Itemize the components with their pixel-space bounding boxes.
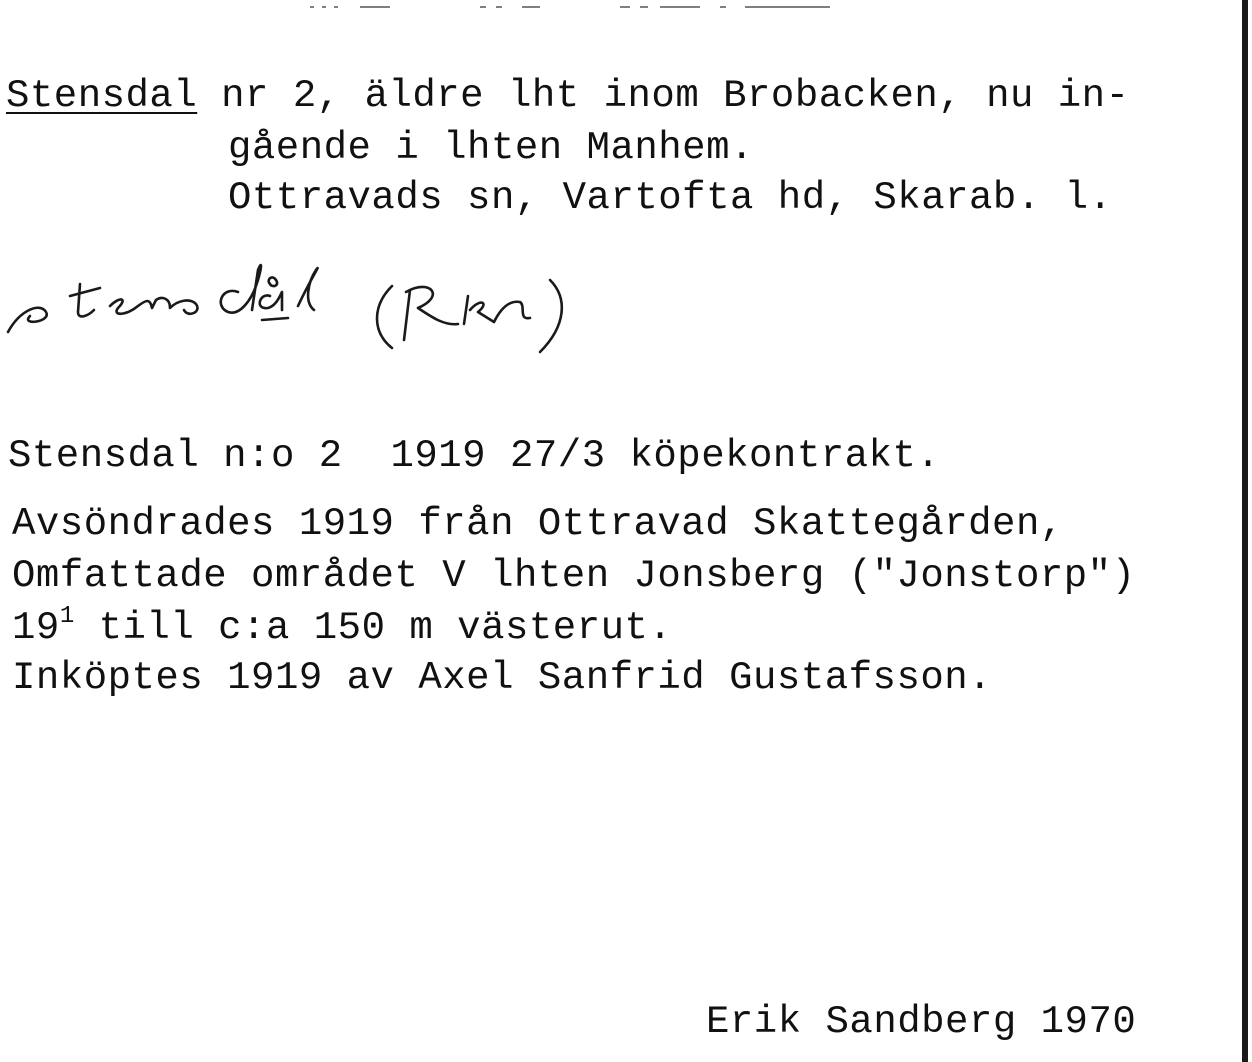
place-name: Stensdal (6, 74, 198, 118)
card-edge (1242, 0, 1248, 1062)
top-edge-marks (300, 4, 840, 10)
entry-line-3-year: 19 (12, 606, 60, 650)
handwritten-note (0, 240, 700, 370)
entry-line-4: Inköptes 1919 av Axel Sanfrid Gustafsson. (12, 656, 993, 700)
heading-line-1 (6, 74, 1130, 118)
heading-line-2: gående i lhten Manhem. (228, 126, 754, 170)
entry-line-3-text: till c:a 150 m västerut. (74, 606, 673, 650)
entry-line-3-superscript: 1 (59, 603, 75, 630)
contract-line: Stensdal n:o 2 1919 27/3 köpekontrakt. (8, 434, 941, 478)
entry-line-1: Avsöndrades 1919 från Ottravad Skattegården, (12, 502, 1064, 546)
entry-line-2: Omfattade området V lhten Jonsberg ("Jonstorp") (12, 554, 1136, 598)
signature: Erik Sandberg 1970 (706, 1000, 1137, 1044)
heading-line-1-text: nr 2, äldre lht inom Brobacken, nu in- (221, 74, 1130, 118)
heading-line-3: Ottravads sn, Vartofta hd, Skarab. l. (228, 176, 1113, 220)
entry-line-3 (12, 603, 673, 650)
